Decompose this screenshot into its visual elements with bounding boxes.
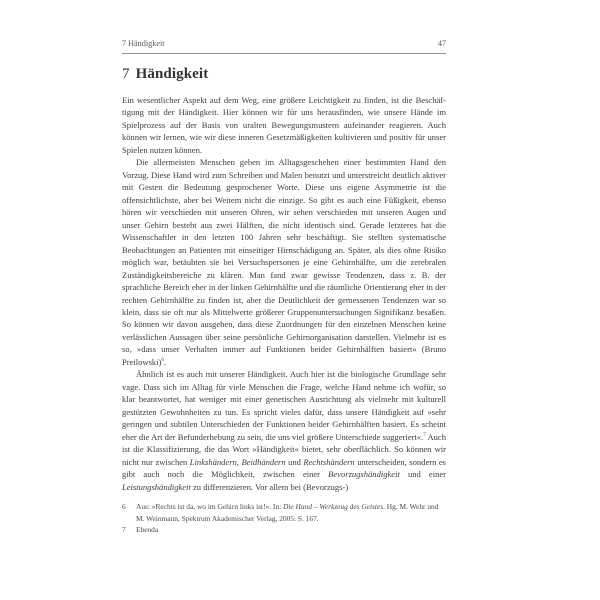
- paragraph-text: und einer: [399, 469, 446, 480]
- paragraph-text: Ähnlich ist es auch mit unserer Händigkeit. Auch hier ist die biologische Grundlage sehr vage. Dass sich im Alltag für viele Menschen die Frage, welche Hand nehme ich wofür, so klar beantwortet, hat weniger mit einer genetischen Ausrichtung als vielmehr mit kulturell gestützten Gewohnheiten zu tun. Es spricht vieles dafür, dass unsere Händigkeit auf »sehr geringen und subtilen Unterschieden der Funktionen beider Gehirnhälften basiert. Es scheint eher die Art der Befunderhebung zu sein, die uns viel größere Unterschiede suggeriert«.: [122, 369, 446, 442]
- footnote-text: Ebenda: [136, 525, 159, 535]
- footnote-ref[interactable]: 7: [423, 432, 426, 438]
- emphasis-text: Rechtshändern: [303, 456, 355, 467]
- emphasis-text: Linkshändern, Beidhändern: [189, 456, 286, 467]
- footnote-text: . Hg. M. Wehr und M. Weinmann, Spektrum Akademischer Verlag, 2005: S. 167.: [136, 502, 439, 523]
- paragraph: Ein wesentlicher Aspekt auf dem Weg, eine größere Leichtigkeit zu finden, ist die Beschäftigung mit der Händigkeit. Hier können wir für uns herausfinden, wie unsere Hände im Spielprozess auf der Basis von uralten Bewegungsmustern aufeinander reagieren. Auch können wir lernen, wie wir diese inneren Gesetzmäßigkeiten kultivieren und positiv für unser Spielen nutzen können.: [122, 95, 446, 155]
- footnote-ref[interactable]: 6: [161, 358, 164, 363]
- footnote-title: Die Hand – Werkzeug des Geistes: [282, 502, 384, 511]
- emphasis-text: Bevorzugshändigkeit: [328, 469, 400, 480]
- chapter-title: [122, 66, 208, 83]
- running-head: [122, 37, 446, 51]
- footnotes: [122, 501, 446, 536]
- paragraph-text: Auch ist die Klassifizierung, die das Wort »Händigkeit« bietet, sehr oberflächlich. So können wir nicht nur zwischen: [122, 431, 446, 467]
- paragraph-text: unterscheiden, sondern es gibt auch noch die Möglichkeit, zwischen einer: [122, 456, 446, 480]
- running-head-chapter: 7 Händigkeit: [122, 39, 165, 48]
- chapter-title-text: Händigkeit: [135, 66, 209, 82]
- paragraph: [122, 156, 446, 368]
- paragraph-text: .: [163, 356, 167, 367]
- footnote-7: [122, 524, 446, 536]
- emphasis-text: Leistungshändigkeit: [122, 481, 191, 492]
- body-text: [122, 94, 446, 493]
- footnote-text: Aus: »Rechts ist da, wo im Gehirn links ist!«. In:: [136, 502, 283, 511]
- paragraph-text: zu differenzieren. Vor allem bei (Bevorzugs-): [190, 481, 349, 492]
- paragraph-text: und: [285, 456, 304, 467]
- footnote-number: 6: [122, 502, 126, 511]
- chapter-number: 7: [122, 66, 130, 82]
- header-rule: [122, 53, 446, 54]
- footnote-6: [122, 501, 446, 524]
- paragraph: [122, 368, 446, 493]
- footnote-number: 7: [122, 525, 126, 535]
- page-number: 47: [437, 39, 446, 48]
- paragraph-text: Die allermeisten Menschen geben im Alltagsgeschehen einer bestimmten Hand den Vorzug. Diese Hand wird zum Schreiben und Malen benutzt und unterstreicht deutlich aktiver mit Gesten die Bedeutung gesprochener Worte. Diese uns eigene Asymmetrie ist die offensichtlichste, aber bei Weitem nicht die einzige. So gibt es auch eine Füßigkeit, ebenso hören wir verschieden mit unseren Ohren, wir sehen verschieden mit unseren Augen und unser Gehirn besteht aus zwei Hälften, die nicht identisch sind. Gerade letzteres hat die Wissenschaftler in den letzten 100 Jahren sehr beschäftigt. Sie stellten systematische Beobachtungen an Patienten mit einseitiger Hirnschädigung an. Später, als dies ohne Risiko möglich war, betäubten sie bei Versuchspersonen je eine Gehirnhälfte, um die zerebralen Zuständigkeitsbereiche zu klären. Man fand zwar gewisse Tendenzen, dass z. B. der sprachliche Bereich eher in der linken Gehirnhälfte und die räumliche Orientierung eher in der rechten Gehirnhälfte zu finden ist, aber die Deutlichkeit der gemessenen Tendenzen war so klein, dass sie oft nur als Mittelwerte größerer Gruppenuntersuchungen Signifikanz besaßen. So können wir davon ausgehen, dass diese Zuordnungen für den einzelnen Menschen keine verlässlichen Aussagen über seine persönliche Gehirnorganisation darstellen. Vielmehr ist es so, »dass unser Verhalten immer auf Funktionen beider Gehirnhälften basiert« (Bruno Preilowski): [122, 157, 446, 367]
